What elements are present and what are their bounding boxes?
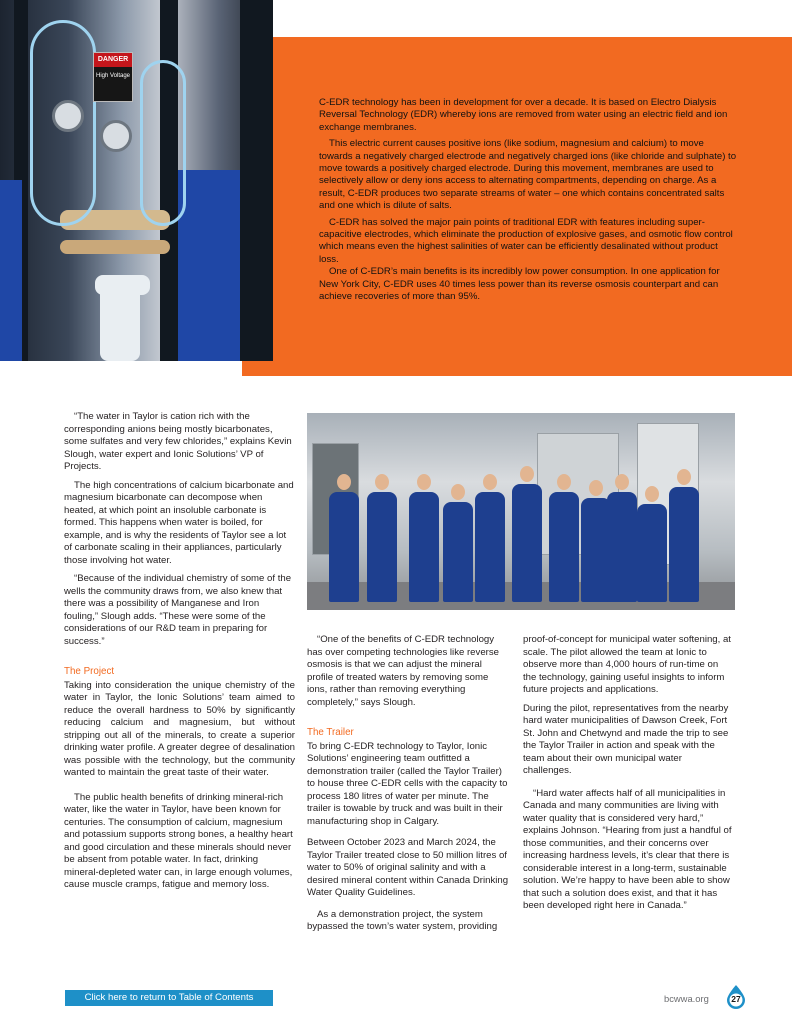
site-url: bcwwa.org [664,993,709,1004]
section-heading-project: The Project [64,666,115,677]
paragraph: The high concentrations of calcium bicarbonate and magnesium bicarbonate can decompose when heated, at which point an insoluble carbonate is formed. This happens when water is boiled, for example, and is why the residents of Taylor see a lot of carbonate scaling in their appliances, particularly those involving hot water. [64,479,294,566]
equipment-photo [0,0,273,361]
paragraph: During the pilot, representatives from the nearby hard water municipalities of Dawson Creek, Fort St. John and Chetwynd and made the trip to see the Taylor Trailer in action and speak with the team about their own municipal water challenges. [523,702,729,776]
article-column-3 [523,634,733,919]
sidebar-paragraph: One of C-EDR’s main benefits is its incredibly low power consumption. In one application for New York City, C-EDR uses 40 times less power than its reverse osmosis counterpart and can achieve recoveries of more than 95%. [319,266,720,303]
paragraph: “The water in Taylor is cation rich with the corresponding anions being mostly bicarbonates, some sulfates and very few chlorides,” explains Kevin Slough, water expert and Ionic Solutions’ VP of Projects. [64,411,292,472]
danger-sign [93,52,133,102]
paragraph: “Hard water affects half of all municipalities in Canada and many communities are living with water quality that is considered very hard,” explains Johnson. “Hearing from just a handful of those communities, and their concerns over increasing hardness levels, it’s clear that there is considerable interest in a long-term, sustainable solution. We’re happy to have been able to show that such a solution does exist, and that it has been developed right here in Canada.” [523,787,732,911]
danger-sign-header: DANGER [94,53,132,67]
paragraph: “Because of the individual chemistry of some of the wells the community draws from, we also knew that there was a possibility of Manganese and Iron fouling,” Slough adds. “These were some of the considerations of our R&D team in preparing for success.” [64,573,292,647]
sidebar-paragraph: C-EDR technology has been in development for over a decade. It is based on Electro Dialysis Reversal Technology (EDR) whereby ions are removed from water using an electric field and ion exchange membranes. [319,97,728,133]
page-number: 27 [731,994,741,1004]
article-column-1 [64,411,295,898]
sidebar-paragraph: This electric current causes positive ions (like sodium, magnesium and calcium) to move towards a negatively charged electrode and negatively charged ions (like chloride and sulphate) to move towards a positively charged electrode. During this movement, membranes are used to selectively allow or deny ions access to alternating compartments, depending on charge. As a result, C-EDR produces two separate streams of water – one which contains concentrated salts and one which is dilute of salts. [319,138,737,212]
section-heading-trailer: The Trailer [307,727,354,738]
danger-sign-text: High Voltage [95,73,131,79]
paragraph: As a demonstration project, the system bypassed the town’s water system, providing [307,908,498,932]
paragraph: Between October 2023 and March 2024, the Taylor Trailer treated close to 50 million litres of water to 50% of original salinity and with a desired mineral content within Canada Drinking Water Quality Guidelines. [307,837,509,898]
team-photo [307,413,735,610]
paragraph: “One of the benefits of C-EDR technology has over competing technologies like reverse osmosis is that we can adjust the mineral profile of treated waters by removing some ions, rather than removing everything completely,” says Slough. [307,634,499,708]
sidebar-paragraph: C-EDR has solved the major pain points of traditional EDR with features including super-capacitive electrodes, which eliminate the production of explosive gases, and osmotic flow control which means even the highest salinities of water can be efficiently desalinated without product loss. [319,216,733,265]
paragraph: The public health benefits of drinking mineral-rich water, like the water in Taylor, have been known for centuries. The consumption of calcium, magnesium and potassium supports strong bones, a healthy heart and good circulation and these minerals should never be absent from potable water. In fact, drinking mineral-depleted water can, in large enough volumes, cause muscle cramps, fatigue and memory loss. [64,791,293,890]
sidebar-text [319,97,739,308]
paragraph: proof-of-concept for municipal water softening, at scale. The pilot allowed the team at Ionic to observe more than 4,000 hours of run-time on the technology, gaining useful insights to inform future projects and applications. [523,634,731,695]
article-column-2 [307,634,509,940]
paragraph: Taking into consideration the unique chemistry of the water in Taylor, the Ionic Solutions’ team aimed to reduce the overall hardness to 50% by significantly reducing calcium and magnesium, but without stripping out all of the minerals, to create a superior drinking water profile. A greater degree of desalination was possible with the technology, but the community wanted to maintain the great taste of their water. [64,679,295,778]
paragraph: To bring C-EDR technology to Taylor, Ionic Solutions’ engineering team outfitted a demonstration trailer (called the Taylor Trailer) to house three C-EDR cells with the capacity to process 180 litres of water per minute. The trailer is towable by truck and was built in their manufacturing shop in Calgary. [307,740,508,827]
table-of-contents-link[interactable]: Click here to return to Table of Contents [65,990,273,1006]
